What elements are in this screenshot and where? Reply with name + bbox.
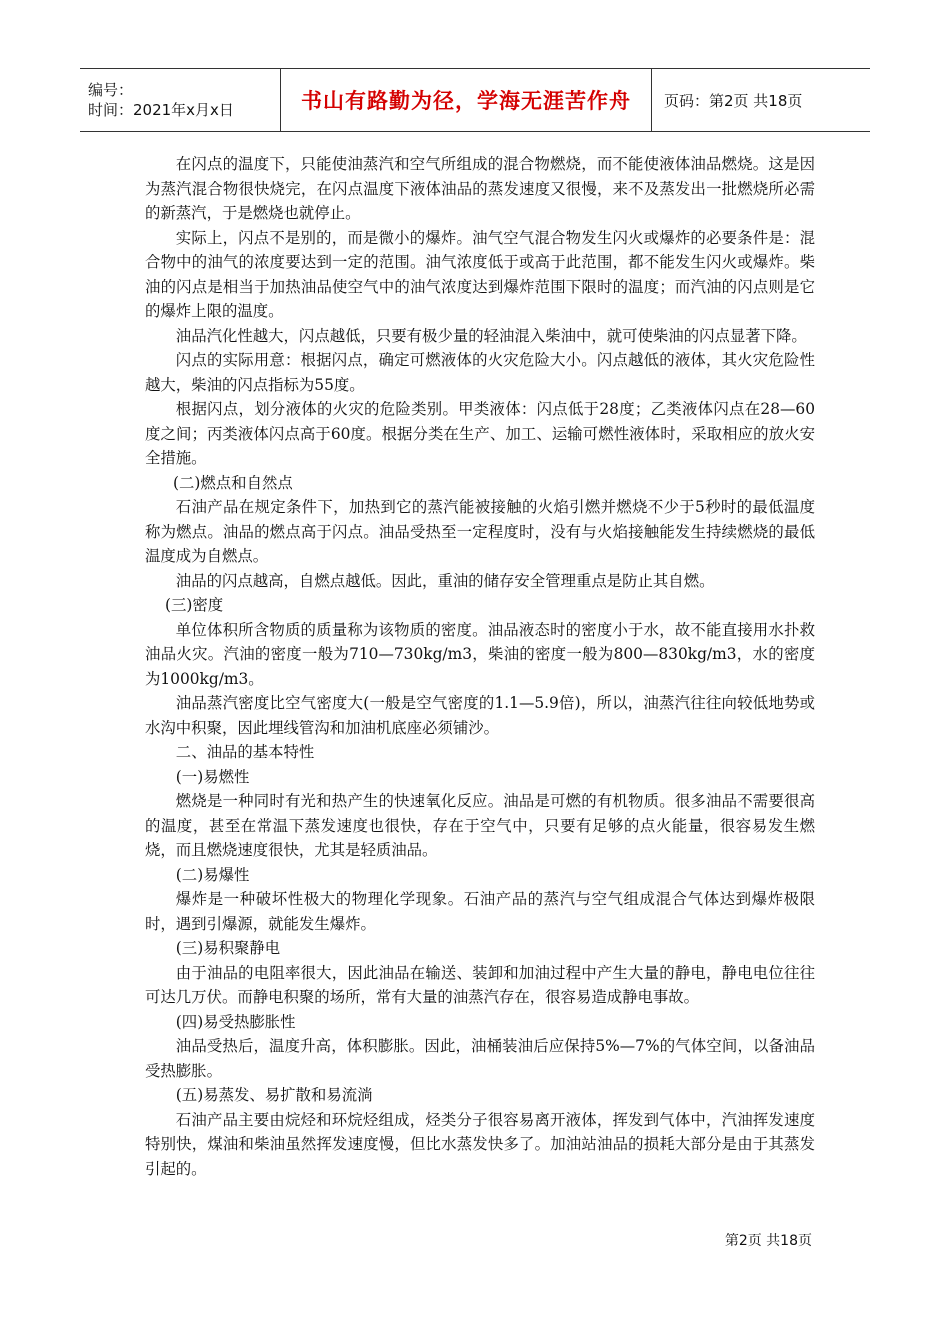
paragraph: 单位体积所含物质的质量称为该物质的密度。油品液态时的密度小于水，故不能直接用水扑救油品火灾。汽油的密度一般为710—730kg/m3，柴油的密度一般为800—830kg/m3，水的密度为1000kg/m3。 xyxy=(145,620,815,688)
section-heading: (四)易受热膨胀性 xyxy=(175,1012,296,1031)
paragraph: 石油产品主要由烷烃和环烷烃组成，烃类分子很容易离开液体，挥发到气体中，汽油挥发速度特别快，煤油和柴油虽然挥发速度慢，但比水蒸发快多了。加油站油品的损耗大部分是由于其蒸发引起的。 xyxy=(145,1110,815,1178)
paragraph: 油品的闪点越高，自燃点越低。因此，重油的储存安全管理重点是防止其自燃。 xyxy=(175,571,715,590)
paragraph: 在闪点的温度下，只能使油蒸汽和空气所组成的混合物燃烧，而不能使液体油品燃烧。这是因为蒸汽混合物很快烧完，在闪点温度下液体油品的蒸发速度又很慢，来不及蒸发出一批燃烧所必需的新蒸汽，于是燃烧也就停止。 xyxy=(145,155,815,222)
document-number-label: 编号： xyxy=(88,81,134,99)
document-date-label: 时间：2021年x月x日 xyxy=(88,101,234,119)
paragraph: 爆炸是一种破坏性极大的物理化学现象。石油产品的蒸汽与空气组成混合气体达到爆炸极限时，遇到引爆源，就能发生爆炸。 xyxy=(145,890,815,933)
section-heading: (一)易燃性 xyxy=(175,767,250,786)
paragraph: 油品蒸汽密度比空气密度大(一般是空气密度的1.1—5.9倍)，所以，油蒸汽往往向较低地势或水沟中积聚，因此埋线管沟和加油机底座必须铺沙。 xyxy=(145,694,815,737)
header-meta xyxy=(80,69,280,131)
paragraph: 油品受热后，温度升高，体积膨胀。因此，油桶装油后应保持5%—7%的气体空间，以备油品受热膨胀。 xyxy=(145,1037,815,1080)
section-heading: (二)易爆性 xyxy=(175,865,250,884)
paragraph: 根据闪点，划分液体的火灾的危险类别。甲类液体：闪点低于28度；乙类液体闪点在28—60度之间；丙类液体闪点高于60度。根据分类在生产、加工、运输可燃性液体时，采取相应的放火安全措施。 xyxy=(145,400,815,467)
page-footer: 第2页 共18页 xyxy=(724,1233,812,1249)
paragraph: 油品汽化性越大，闪点越低，只要有极少量的轻油混入柴油中，就可使柴油的闪点显著下降。 xyxy=(175,326,807,345)
document-body xyxy=(145,152,815,1181)
chapter-heading: 二、油品的基本特性 xyxy=(175,743,315,761)
section-heading: (二)燃点和自然点 xyxy=(173,473,293,492)
header-motto: 书山有路勤为径，学海无涯苦作舟 xyxy=(280,69,652,131)
header-page-number: 页码：第2页 共18页 xyxy=(664,91,803,110)
paragraph: 石油产品在规定条件下，加热到它的蒸汽能被接触的火焰引燃并燃烧不少于5秒时的最低温度称为燃点。油品的燃点高于闪点。油品受热至一定程度时，没有与火焰接触能发生持续燃烧的最低温度成为自燃点。 xyxy=(145,498,815,565)
section-heading: (三)易积聚静电 xyxy=(175,939,281,957)
paragraph: 由于油品的电阻率很大，因此油品在输送、装卸和加油过程中产生大量的静电，静电电位往往可达几万伏。而静电积聚的场所，常有大量的油蒸汽存在，很容易造成静电事故。 xyxy=(145,963,815,1006)
paragraph: 闪点的实际用意：根据闪点，确定可燃液体的火灾危险大小。闪点越低的液体，其火灾危险性越大，柴油的闪点指标为55度。 xyxy=(145,351,815,394)
paragraph: 实际上，闪点不是别的，而是微小的爆炸。油气空气混合物发生闪火或爆炸的必要条件是：混合物中的油气的浓度要达到一定的范围。油气浓度低于或高于此范围，都不能发生闪火或爆炸。柴油的闪点是相当于加热油品使空气中的油气浓度达到爆炸范围下限时的温度；而汽油的闪点则是它的爆炸上限的温度。 xyxy=(145,228,815,320)
section-heading: (三)密度 xyxy=(165,596,224,614)
section-heading: (五)易蒸发、易扩散和易流淌 xyxy=(175,1086,373,1104)
page-header xyxy=(80,68,870,132)
paragraph: 燃烧是一种同时有光和热产生的快速氧化反应。油品是可燃的有机物质。很多油品不需要很高的温度，甚至在常温下蒸发速度也很快，存在于空气中，只要有足够的点火能量，很容易发生燃烧，而且燃烧速度很快，尤其是轻质油品。 xyxy=(145,792,815,859)
